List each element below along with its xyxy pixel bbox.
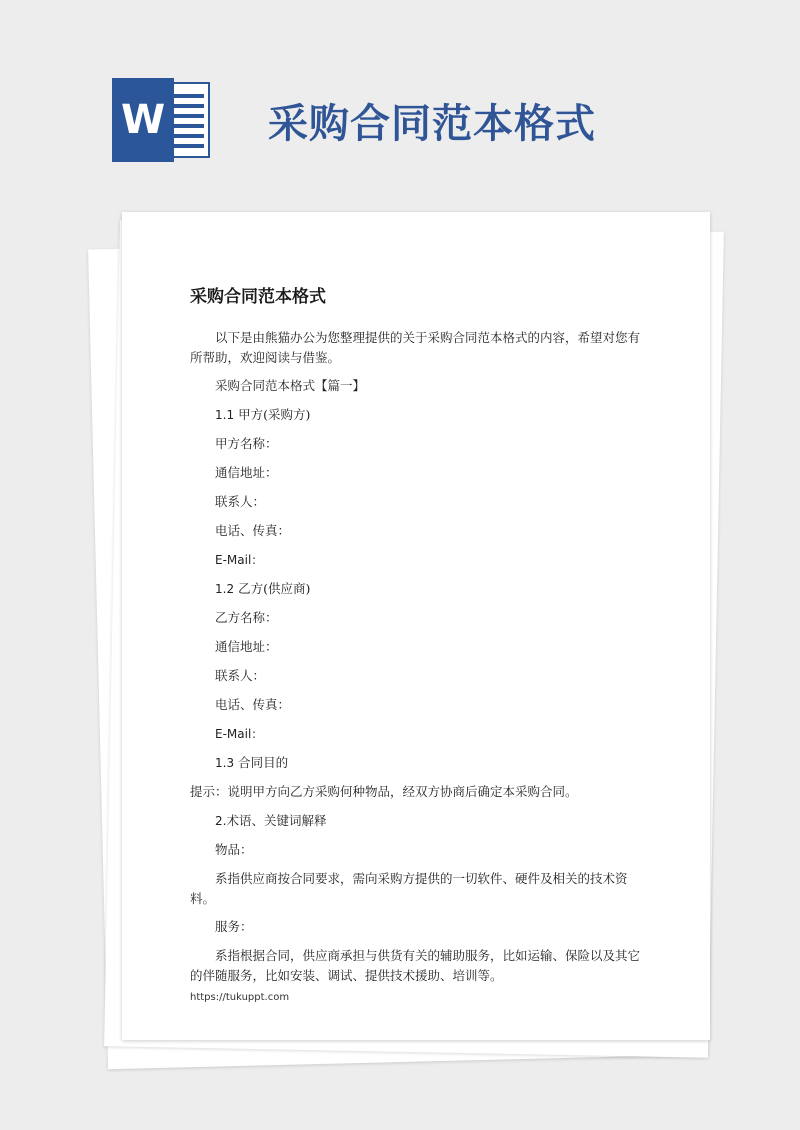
- party-a-heading: [215, 405, 642, 425]
- party-b-email-label: E-Mail：: [215, 727, 264, 741]
- document-page: [122, 212, 710, 1040]
- word-document-icon: [112, 78, 212, 162]
- banner: [0, 0, 800, 190]
- party-a-number: 1.1: [215, 408, 235, 422]
- party-a-address-label: 通信地址：: [215, 465, 278, 480]
- purpose-heading-text: 合同目的: [234, 755, 289, 770]
- intro-paragraph: 以下是由熊猫办公为您整理提供的关于采购合同范本格式的内容，希望对您有所帮助，欢迎阅读与借鉴。: [190, 330, 641, 365]
- goods-label: 物品：: [215, 842, 253, 857]
- footer-url[interactable]: https://tukuppt.com: [190, 992, 290, 1003]
- terms-number: 2.: [215, 814, 227, 828]
- goods-description: 系指供应商按合同要求，需向采购方提供的一切软件、硬件及相关的技术资料。: [190, 871, 628, 906]
- section-heading: 采购合同范本格式【篇一】: [215, 378, 366, 393]
- word-letter-badge: W: [112, 78, 174, 162]
- party-b-heading: [215, 579, 642, 599]
- party-a-phone-label: 电话、传真：: [215, 523, 291, 538]
- banner-title: 采购合同范本格式: [268, 101, 596, 147]
- purpose-heading: [215, 753, 642, 773]
- party-b-address-label: 通信地址：: [215, 639, 278, 654]
- party-a-email-label: E-Mail：: [215, 553, 264, 567]
- terms-heading-text: 术语、关键词解释: [226, 813, 327, 828]
- service-description: 系指根据合同，供应商承担与供货有关的辅助服务，比如运输、保险以及其它的伴随服务，比如安装、调试、提供技术援助、培训等。: [190, 948, 641, 983]
- party-a-name-label: 甲方名称：: [215, 436, 278, 451]
- party-b-number: 1.2: [215, 582, 235, 596]
- service-label: 服务：: [215, 919, 253, 934]
- document-title: 采购合同范本格式: [190, 287, 326, 307]
- party-a-heading-text: 甲方(采购方): [234, 407, 311, 422]
- party-a-contact-label: 联系人：: [215, 494, 266, 509]
- document-body: [190, 328, 642, 986]
- purpose-number: 1.3: [215, 756, 235, 770]
- party-b-contact-label: 联系人：: [215, 668, 266, 683]
- party-b-phone-label: 电话、传真：: [215, 697, 291, 712]
- party-b-heading-text: 乙方(供应商): [234, 581, 311, 596]
- purpose-hint: 提示：说明甲方向乙方采购何种物品，经双方协商后确定本采购合同。: [190, 784, 578, 799]
- party-b-name-label: 乙方名称：: [215, 610, 278, 625]
- terms-heading: [215, 811, 642, 831]
